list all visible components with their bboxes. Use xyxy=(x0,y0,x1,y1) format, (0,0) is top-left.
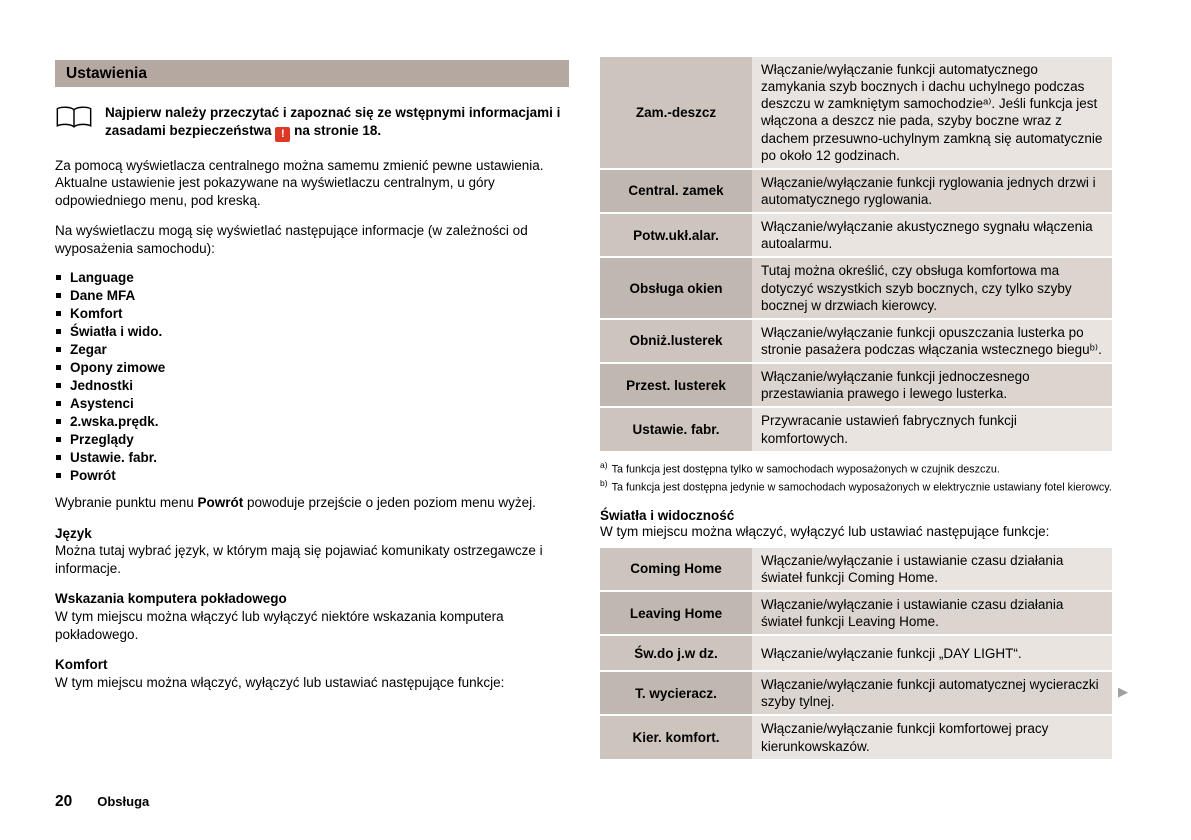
bullet-icon xyxy=(56,365,61,370)
menu-items-list xyxy=(55,270,569,483)
safety-notice-text xyxy=(105,102,569,142)
subsection-body: Można tutaj wybrać język, w którym mają się pojawiać komunikaty ostrzegawcze i informacje. xyxy=(55,543,543,576)
table-row-description-text: Włączanie/wyłączanie funkcji „DAY LIGHT“. xyxy=(761,645,1022,661)
table-row-description-text: Włączanie/wyłączanie funkcji komfortowej pracy kierunkowskazów. xyxy=(761,721,1049,754)
menu-item-label: Światła i wido. xyxy=(70,324,163,340)
table-row xyxy=(600,592,1112,634)
menu-item-label: Jednostki xyxy=(70,378,134,394)
footnote-b xyxy=(600,478,1112,496)
table-row-description xyxy=(752,320,1112,362)
page-number: 20 xyxy=(55,793,73,810)
table-row-description-text: Włączanie/wyłączanie funkcji ryglowania jednych drzwi i automatycznego ryglowania. xyxy=(761,174,1096,207)
table-row xyxy=(600,258,1112,317)
lights-section-heading: Światła i widoczność xyxy=(600,508,735,524)
list-item xyxy=(55,306,569,321)
table-row-description-text: Włączanie/wyłączanie akustycznego sygnału włączenia autoalarmu. xyxy=(761,219,1093,252)
list-item xyxy=(55,360,569,375)
menu-item-label: Ustawie. fabr. xyxy=(70,450,158,466)
menu-item-label: Dane MFA xyxy=(70,288,136,304)
table-row xyxy=(600,320,1112,362)
table-row-label: Coming Home xyxy=(600,548,752,590)
continuation-arrow-icon: ▶ xyxy=(1118,684,1128,699)
table-row-description xyxy=(752,548,1112,590)
table-row xyxy=(600,408,1112,450)
table-row-description-text: Tutaj można określić, czy obsługa komfortowa ma dotyczyć wszystkich szyb bocznych, czy tylko szyby bocznej w drzwiach kierowcy. xyxy=(761,263,1072,313)
safety-notice xyxy=(55,102,569,142)
table-row-label: Ustawie. fabr. xyxy=(600,408,752,450)
intro-paragraph-1: Za pomocą wyświetlacza centralnego można samemu zmienić pewne ustawienia. Aktualne ustawienie jest pokazywane na wyświetlaczu centralnym, u góry odpowiedniego menu, pod kreską. xyxy=(55,157,544,208)
table-row-description-text: Włączanie/wyłączanie i ustawianie czasu działania świateł funkcji Coming Home. xyxy=(761,552,1064,585)
table-row-label: Leaving Home xyxy=(600,592,752,634)
menu-item-label: Zegar xyxy=(70,342,107,358)
table-row xyxy=(600,170,1112,212)
list-item xyxy=(55,342,569,357)
footer-section-label: Obsługa xyxy=(97,794,150,809)
table-row-label: Central. zamek xyxy=(600,170,752,212)
comfort-functions-table xyxy=(600,57,1112,451)
list-item xyxy=(55,270,569,285)
table-row xyxy=(600,364,1112,406)
table-row-label: T. wycieracz. xyxy=(600,672,752,714)
subsection-trip-computer xyxy=(55,590,569,643)
book-icon xyxy=(55,102,93,135)
list-item xyxy=(55,324,569,339)
bullet-icon xyxy=(56,293,61,298)
footnote-marker: b) xyxy=(600,478,608,489)
subsection-language xyxy=(55,525,569,578)
table-row-label: Obniż.lusterek xyxy=(600,320,752,362)
intro-paragraph-2: Na wyświetlaczu mogą się wyświetlać następujące informacje (w zależności od wyposażenia samochodu): xyxy=(55,223,528,256)
list-item xyxy=(55,288,569,303)
lights-functions-table xyxy=(600,548,1112,759)
bullet-icon xyxy=(56,347,61,352)
table-row xyxy=(600,636,1112,670)
table-row-label: Kier. komfort. xyxy=(600,716,752,758)
bullet-icon xyxy=(56,275,61,280)
warning-exclamation-icon: ! xyxy=(275,127,290,142)
table-row-description xyxy=(752,716,1112,758)
bullet-icon xyxy=(56,455,61,460)
subsection-comfort xyxy=(55,656,569,691)
footnote-text: Ta funkcja jest dostępna tylko w samochodach wyposażonych w czujnik deszczu. xyxy=(611,463,1000,476)
bullet-icon xyxy=(56,419,61,424)
bullet-icon xyxy=(56,473,61,478)
table-row-description xyxy=(752,408,1112,450)
table-row-label: Zam.-deszcz xyxy=(600,57,752,168)
table-row xyxy=(600,57,1112,168)
subsection-body: W tym miejscu można włączyć, wyłączyć lub ustawiać następujące funkcje: xyxy=(55,674,505,690)
table-footnotes xyxy=(600,460,1112,496)
table-row-label: Obsługa okien xyxy=(600,258,752,317)
table-row-description xyxy=(752,57,1112,168)
table-row-description-text: Przywracanie ustawień fabrycznych funkcji komfortowych. xyxy=(761,413,1017,446)
subsection-heading: Komfort xyxy=(55,657,108,673)
table-row-label: Św.do j.w dz. xyxy=(600,636,752,670)
table-row-label: Przest. lusterek xyxy=(600,364,752,406)
table-row-description-text: Włączanie/wyłączanie funkcji jednoczesnego przestawiania prawego i lewego lusterka. xyxy=(761,369,1030,402)
bullet-icon xyxy=(56,437,61,442)
right-column xyxy=(600,57,1112,761)
table-row-description xyxy=(752,214,1112,256)
list-item xyxy=(55,378,569,393)
bullet-icon xyxy=(56,329,61,334)
table-row-label: Potw.ukł.alar. xyxy=(600,214,752,256)
menu-item-label: 2.wska.prędk. xyxy=(70,414,159,430)
table-row xyxy=(600,716,1112,758)
section-title: Ustawienia xyxy=(55,60,569,87)
return-paragraph xyxy=(55,494,569,512)
bullet-icon xyxy=(56,311,61,316)
table-row xyxy=(600,672,1112,714)
table-row-description-text: Włączanie/wyłączanie funkcji opuszczania lusterka po stronie pasażera podczas włączania wstecznego bieguᵇ⁾. xyxy=(761,324,1102,357)
subsection-heading: Język xyxy=(55,525,92,541)
menu-item-label: Komfort xyxy=(70,306,123,322)
table-row-description-text: Włączanie/wyłączanie funkcji automatycznej wycieraczki szyby tylnej. xyxy=(761,677,1099,710)
subsection-body: W tym miejscu można włączyć lub wyłączyć niektóre wskazania komputera pokładowego. xyxy=(55,609,504,642)
subsection-heading: Wskazania komputera pokładowego xyxy=(55,591,287,607)
page-footer xyxy=(55,793,149,811)
table-row xyxy=(600,548,1112,590)
table-row-description xyxy=(752,258,1112,317)
list-item xyxy=(55,468,569,483)
notice-text-post: na stronie 18. xyxy=(294,122,382,138)
menu-item-label: Language xyxy=(70,270,134,286)
table-row-description xyxy=(752,672,1112,714)
table-row-description xyxy=(752,364,1112,406)
return-text-post: powoduje przejście o jeden poziom menu wyżej. xyxy=(247,495,536,511)
list-item xyxy=(55,432,569,447)
table-row xyxy=(600,214,1112,256)
return-menu-name: Powrót xyxy=(197,495,244,511)
menu-item-label: Przeglądy xyxy=(70,432,134,448)
menu-item-label: Opony zimowe xyxy=(70,360,166,376)
bullet-icon xyxy=(56,401,61,406)
left-column xyxy=(55,60,569,704)
table-row-description xyxy=(752,170,1112,212)
lights-section-intro: W tym miejscu można włączyć, wyłączyć lub ustawiać następujące funkcje: xyxy=(600,524,1050,540)
footnote-a xyxy=(600,460,1112,478)
footnote-marker: a) xyxy=(600,459,608,470)
table-row-description-text: Włączanie/wyłączanie funkcji automatycznego zamykania szyb bocznych i dachu uchylnego podczas deszczu w zamkniętym samochodzieᵃ⁾. Jeśli funkcja jest włączona a deszcz nie pada, szyby boczne wraz z dachem przesuwno-uchylnym zamkną się automatycznie po około 12 godzinach. xyxy=(761,62,1103,163)
footnote-text: Ta funkcja jest dostępna jedynie w samochodach wyposażonych w elektrycznie ustawiany fotel kierowcy. xyxy=(611,481,1112,494)
return-text-pre: Wybranie punktu menu xyxy=(55,495,194,511)
table-row-description-text: Włączanie/wyłączanie i ustawianie czasu działania świateł funkcji Leaving Home. xyxy=(761,596,1064,630)
menu-item-label: Powrót xyxy=(70,468,116,484)
list-item xyxy=(55,396,569,411)
table-row-description xyxy=(752,636,1112,670)
table-row-description xyxy=(752,592,1112,634)
notice-text-pre: Najpierw należy przeczytać i zapoznać się ze wstępnymi informacjami i zasadami bezpieczeństwa xyxy=(105,105,561,138)
list-item xyxy=(55,450,569,465)
bullet-icon xyxy=(56,383,61,388)
list-item xyxy=(55,414,569,429)
menu-item-label: Asystenci xyxy=(70,396,134,412)
